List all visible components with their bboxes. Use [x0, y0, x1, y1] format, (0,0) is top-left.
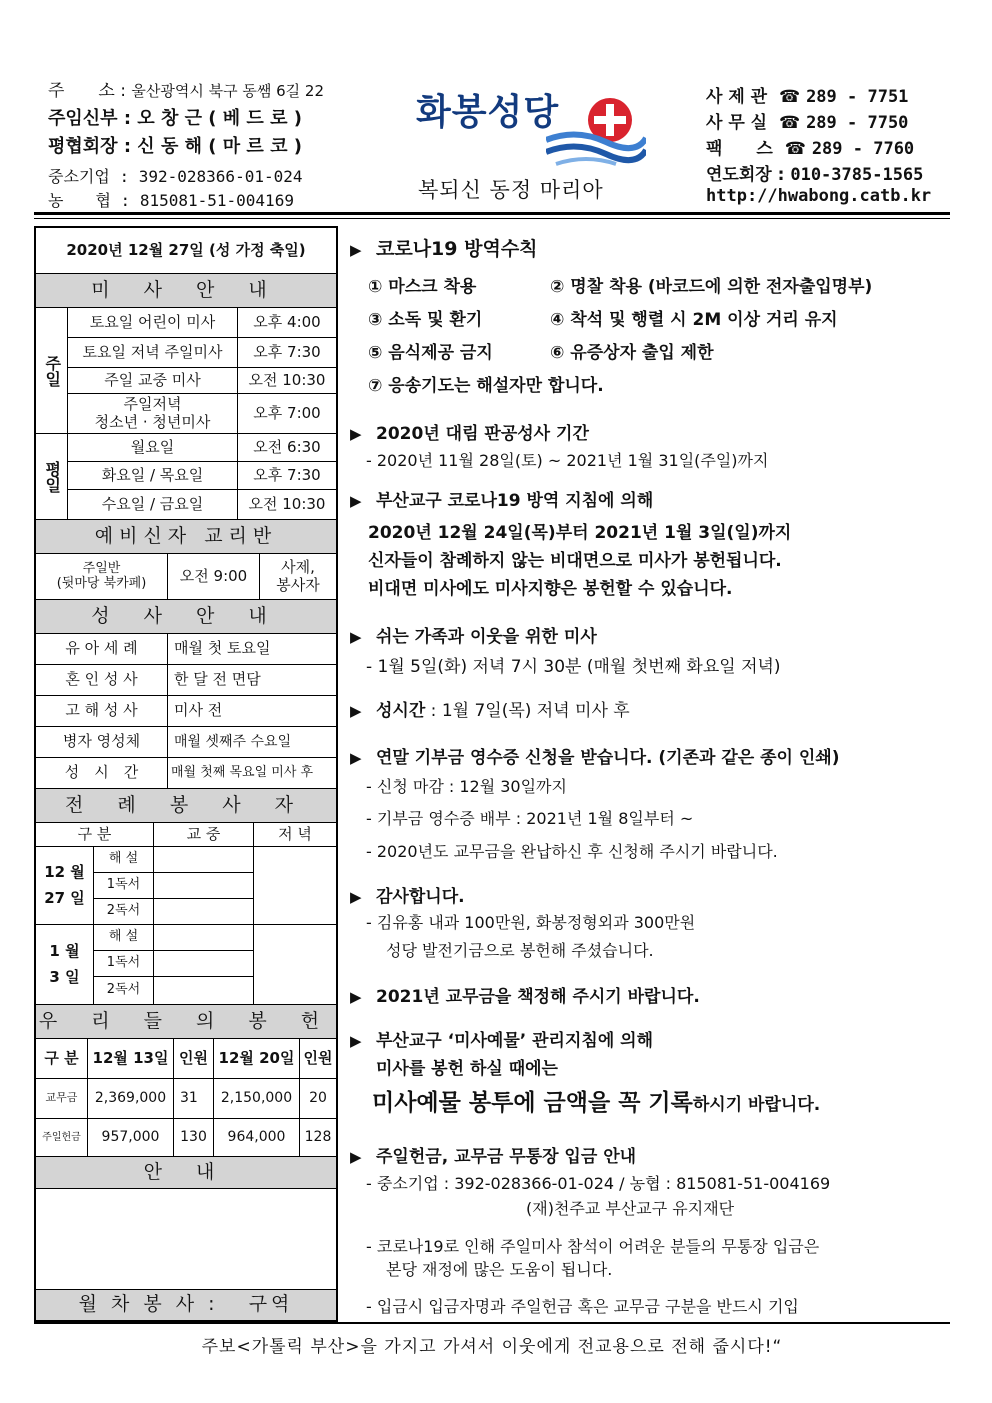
mass-name: 토요일 어린이 미사 [68, 308, 238, 338]
liturgy-role: 2독서 [94, 899, 154, 925]
offering-col-header: 구 분 [36, 1039, 88, 1079]
bullet-icon: ▶ [350, 628, 362, 646]
mass-time: 오전 6:30 [238, 434, 336, 462]
section-line: 미사를 봉헌 하실 때에는 [376, 1059, 558, 1079]
bullet-icon: ▶ [350, 1148, 362, 1166]
church-subtitle: 복되신 동정 마리아 [418, 178, 604, 202]
rectory-label: 사 제 관 [706, 87, 768, 107]
offering-amount: 964,000 [214, 1119, 300, 1157]
sacrament-name: 성 시 간 [36, 758, 168, 789]
bank2-label: 농 협 [48, 191, 111, 210]
section-donation-receipt [350, 743, 839, 768]
sacrament-heading: 성 사 안 내 [36, 600, 336, 634]
bank2-account: 815081-51-004169 [139, 191, 294, 210]
pastor-name: 오 창 근 ( 베 드 로 ) [137, 108, 302, 129]
section-title: 부산교구 ‘미사예물’ 관리지침에 의해 [376, 1031, 654, 1051]
section-line: - 1월 5일(화) 저녁 7시 30분 (매월 첫번째 화요일 저녁) [366, 657, 781, 677]
offering-amount: 957,000 [88, 1119, 174, 1157]
bullet-icon: ▶ [350, 425, 362, 443]
section-advent-confession [350, 419, 589, 444]
phone-icon: ☎ [784, 139, 806, 159]
weekday-label [36, 434, 68, 520]
section-line: - 코로나19로 인해 주일미사 참석이 어려운 분들의 무통장 입금은 [366, 1237, 820, 1256]
header-divider-thin [34, 218, 950, 219]
bank2-line: 농 협 : 815081-51-004169 [48, 191, 294, 210]
fax-label: 팩 스 [706, 139, 773, 159]
section-line: (재)천주교 부산교구 유지재단 [526, 1199, 735, 1218]
sacrament-when: 매월 첫 토요일 [168, 634, 336, 665]
section-title: 2021년 교무금을 책정해 주시기 바랍니다. [376, 987, 700, 1007]
church-name: 화봉성당 [416, 92, 560, 133]
office-line [706, 108, 948, 133]
liturgy-heading: 전 례 봉 사 자 [36, 789, 336, 823]
liturgy-slot [254, 925, 336, 1005]
section-tithe [350, 982, 700, 1007]
mass-name: 화요일 / 목요일 [68, 462, 238, 490]
sunday-label [36, 308, 68, 434]
bulletin-header [34, 68, 950, 214]
union-label: 연도회장 [706, 165, 772, 185]
header-divider [34, 212, 950, 215]
bullet-icon: ▶ [350, 888, 362, 906]
sacrament-name: 유 아 세 례 [36, 634, 168, 665]
rectory-line [706, 82, 948, 107]
offering-count: 20 [300, 1079, 336, 1119]
section-line: - 중소기업 : 392-028366-01-024 / 농협 : 815081-51-004169 [366, 1174, 831, 1193]
address-value: 울산광역시 북구 동쌤 6길 22 [131, 82, 325, 100]
president-line: 평협회장 : 신 동 해 ( 마 르 코 ) [48, 136, 302, 157]
catechumen-leader: 사제, 봉사자 [260, 554, 336, 600]
section-title: 감사합니다. [376, 887, 465, 907]
monthly-service [36, 1290, 336, 1320]
section-line: - 2020년도 교무금을 완납하신 후 신청해 주시기 바랍니다. [366, 842, 778, 861]
church-emblem-icon [546, 88, 646, 168]
sacrament-name: 병자 영성체 [36, 727, 168, 758]
sacrament-when: 매월 첫째 목요일 미사 후 [168, 758, 336, 789]
liturgy-slot [154, 899, 254, 925]
rule-item: ⑥ 유증상자 출입 제한 [550, 343, 714, 363]
bullet-icon: ▶ [350, 702, 362, 720]
section-line: - 신청 마감 : 12월 30일까지 [366, 777, 567, 796]
liturgy-slot [154, 977, 254, 1005]
offering-row-label: 교무금 [36, 1079, 88, 1119]
emphasis-rest: 하시기 바랍니다. [692, 1095, 821, 1115]
offering-count: 31 [174, 1079, 214, 1119]
liturgy-col-header: 저 녁 [254, 823, 336, 847]
rectory-phone: 289 - 7751 [806, 87, 909, 107]
bank1-label: 중소기업 [48, 167, 110, 186]
mass-name: 주일 교중 미사 [68, 368, 238, 394]
phone-icon: ☎ [778, 113, 801, 133]
website-link[interactable]: http://hwabong.catb.kr [706, 186, 932, 206]
section-line: 신자들이 참례하지 않는 비대면으로 미사가 봉헌됩니다. [368, 551, 782, 571]
president-label: 평협회장 [48, 136, 118, 157]
sacrament-when: 한 달 전 면담 [168, 665, 336, 696]
union-line: 연도회장 : 010-3785-1565 [706, 165, 924, 185]
liturgy-slot [154, 925, 254, 951]
liturgy-role: 1독서 [94, 951, 154, 977]
pastor-line: 주임신부 : 오 창 근 ( 베 드 로 ) [48, 108, 302, 129]
mass-time: 오후 7:30 [238, 338, 336, 368]
liturgy-role: 해 설 [94, 925, 154, 951]
section-bank-deposit [350, 1142, 636, 1167]
offering-amount: 2,150,000 [214, 1079, 300, 1119]
liturgy-date: 12 월 27 일 [36, 847, 94, 925]
address-label: 주 소 [48, 81, 115, 101]
rule-item: ③ 소독 및 환기 [368, 310, 483, 330]
section-line: - 입금시 입금자명과 주일헌금 혹은 교무금 구분을 반드시 기입 [366, 1297, 799, 1316]
catechumen-time: 오전 9:00 [168, 554, 260, 600]
offering-col-header: 12월 13일 [88, 1039, 174, 1079]
union-phone: 010-3785-1565 [790, 165, 924, 185]
section-detail: : 1월 7일(목) 저녁 미사 후 [425, 701, 630, 721]
section-title: 코로나19 방역수칙 [376, 238, 538, 260]
sacrament-name: 혼 인 성 사 [36, 665, 168, 696]
bank1-line: 중소기업 : 392-028366-01-024 [48, 167, 303, 186]
bullet-icon: ▶ [350, 988, 362, 1006]
section-line: - 김유홍 내과 100만원, 화봉정형외과 300만원 [366, 913, 696, 932]
notice-body [36, 1189, 336, 1290]
section-line: 성당 발전기금으로 봉헌해 주셨습니다. [386, 941, 654, 960]
bullet-icon: ▶ [350, 241, 362, 259]
section-thanks [350, 882, 465, 907]
section-family-mass [350, 622, 597, 647]
section-title: 주일헌금, 교무금 무통장 입금 안내 [376, 1147, 637, 1167]
liturgy-role: 해 설 [94, 847, 154, 873]
mass-name: 주일저녁 청소년 · 청년미사 [68, 394, 238, 434]
section-holy-hour [350, 696, 630, 721]
offering-row-label: 주일헌금 [36, 1119, 88, 1157]
office-phone: 289 - 7750 [806, 113, 909, 133]
section-mass-offering [350, 1026, 653, 1051]
section-line: 비대면 미사에도 미사지향은 봉헌할 수 있습니다. [368, 579, 733, 599]
section-line: - 기부금 영수증 배부 : 2021년 1월 8일부터 ~ [366, 809, 694, 828]
offering-col-header: 인원 [300, 1039, 336, 1079]
liturgy-role: 2독서 [94, 977, 154, 1005]
mass-heading: 미 사 안 내 [36, 274, 336, 308]
rule-item: ⑤ 음식제공 금지 [368, 343, 493, 363]
bank1-account: 392-028366-01-024 [138, 167, 303, 186]
right-news-column [350, 226, 950, 1322]
offering-amount: 2,369,000 [88, 1079, 174, 1119]
liturgy-slot [254, 847, 336, 925]
emphasis-text: 미사예물 봉투에 금액을 꼭 기록 [372, 1089, 693, 1116]
fax-phone: 289 - 7760 [811, 139, 915, 159]
liturgy-slot [154, 847, 254, 873]
weekday-label-text: 평일 [42, 460, 62, 493]
liturgy-col-header: 구 분 [36, 823, 154, 847]
sacrament-when: 매월 셋째주 수요일 [168, 727, 336, 758]
section-line: 2020년 12월 24일(목)부터 2021년 1월 3일(일)까지 [368, 523, 792, 543]
liturgy-role: 1독서 [94, 873, 154, 899]
mass-time: 오전 10:30 [238, 368, 336, 394]
monthly-service-label: 월 차 봉 사 : [78, 1293, 219, 1316]
section-emphasis-line [372, 1084, 820, 1117]
mass-name: 월요일 [68, 434, 238, 462]
sacrament-when: 미사 전 [168, 696, 336, 727]
rule-item: ① 마스크 착용 [368, 277, 477, 297]
rule-item: ④ 착석 및 행렬 시 2M 이상 거리 유지 [550, 310, 838, 330]
mass-name: 토요일 저녁 주일미사 [68, 338, 238, 368]
mass-time: 오후 7:00 [238, 394, 336, 434]
offering-col-header: 인원 [174, 1039, 214, 1079]
sacrament-name: 고 해 성 사 [36, 696, 168, 727]
notice-heading: 안 내 [36, 1157, 336, 1189]
liturgy-slot [154, 951, 254, 977]
offering-count: 128 [300, 1119, 336, 1157]
address-line: 주 소 : 울산광역시 북구 동쌤 6길 22 [48, 81, 325, 101]
monthly-service-value: 구역 [248, 1293, 294, 1316]
offering-count: 130 [174, 1119, 214, 1157]
section-title: 연말 기부금 영수증 신청을 받습니다. (기존과 같은 종이 인쇄) [376, 748, 840, 768]
section-line: 본당 재정에 많은 도움이 됩니다. [386, 1260, 613, 1279]
section-title: 2020년 대림 판공성사 기간 [376, 424, 589, 444]
liturgy-col-header: 교 중 [154, 823, 254, 847]
liturgy-date: 1 월 3 일 [36, 925, 94, 1005]
section-line: - 2020년 11월 28일(토) ~ 2021년 1월 31일(주일)까지 [366, 451, 769, 470]
rule-item: ② 명찰 착용 (바코드에 의한 전자출입명부) [550, 277, 873, 297]
sunday-label-text: 주일 [42, 354, 62, 387]
fax-line [706, 134, 948, 159]
mass-time: 오전 10:30 [238, 490, 336, 520]
mass-time: 오후 4:00 [238, 308, 336, 338]
section-covid-rules [350, 234, 538, 261]
section-title: 쉬는 가족과 이웃을 위한 미사 [376, 627, 597, 647]
mass-time: 오후 7:30 [238, 462, 336, 490]
section-title: 부산교구 코로나19 방역 지침에 의해 [376, 491, 654, 511]
left-info-column [34, 226, 338, 1322]
liturgy-slot [154, 873, 254, 899]
bullet-icon: ▶ [350, 749, 362, 767]
bullet-icon: ▶ [350, 492, 362, 510]
office-label: 사 무 실 [706, 113, 768, 133]
catechumen-class: 주일반 (뒷마당 북카페) [36, 554, 168, 600]
offering-col-header: 12월 20일 [214, 1039, 300, 1079]
rule-item: ⑦ 응송기도는 해설자만 합니다. [368, 376, 604, 396]
offering-heading: 우 리 들 의 봉 헌 [36, 1005, 336, 1039]
bullet-icon: ▶ [350, 1032, 362, 1050]
section-diocese-guideline [350, 486, 653, 511]
bulletin-date: 2020년 12월 27일 (성 가정 축일) [36, 228, 336, 274]
catechumen-heading: 예비신자 교리반 [36, 520, 336, 554]
bulletin-footer: 주보<가톨릭 부산>을 가지고 가셔서 이웃에게 전교용으로 전해 줍시다!“ [34, 1322, 950, 1364]
section-title: 성시간 [376, 701, 426, 721]
mass-name: 수요일 / 금요일 [68, 490, 238, 520]
president-name: 신 동 해 ( 마 르 코 ) [137, 136, 302, 157]
pastor-label: 주임신부 [48, 108, 118, 129]
phone-icon: ☎ [778, 87, 801, 107]
